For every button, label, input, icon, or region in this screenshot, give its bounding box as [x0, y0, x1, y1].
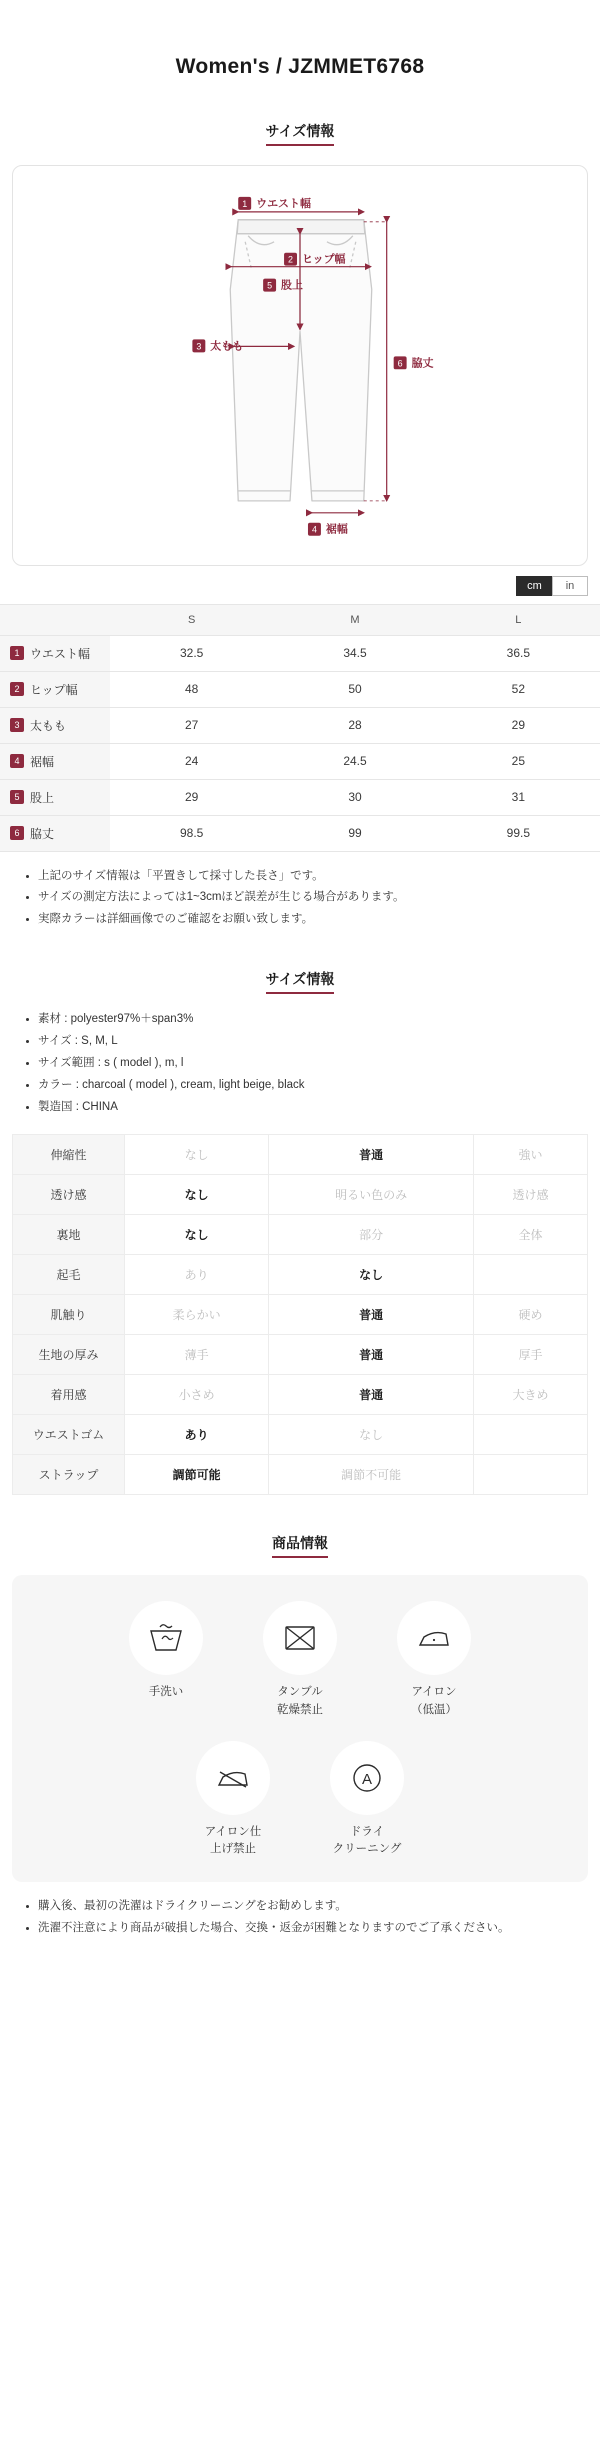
care-label-no-iron-finish: アイロン仕 上げ禁止: [204, 1825, 262, 1856]
care-item-no-tumble-dry: [246, 1601, 354, 1719]
prop-name-napping: 起毛: [13, 1255, 125, 1295]
svg-text:A: A: [361, 1770, 373, 1788]
prop-opt-touch-1: 普通: [269, 1295, 474, 1335]
list-item: サイズの測定方法によっては1~3cmほど誤差が生じる場合があります。: [26, 887, 580, 909]
prop-opt-strap-2: [474, 1455, 588, 1495]
prop-opt-napping-2: [474, 1255, 588, 1295]
svg-text:1: 1: [242, 198, 248, 209]
care-row-top: [22, 1601, 578, 1719]
prop-name-fit: 着用感: [13, 1375, 125, 1415]
size-cell-waist-s: 32.5: [110, 635, 273, 671]
prop-name-strap: ストラップ: [13, 1455, 125, 1495]
care-item-no-iron-finish: [179, 1741, 287, 1859]
size-table-header-blank: [0, 604, 110, 635]
prop-opt-thickness-2: 厚手: [474, 1335, 588, 1375]
prop-opt-waistband-0: あり: [125, 1415, 269, 1455]
prop-name-thickness: 生地の厚み: [13, 1335, 125, 1375]
no-tumble-dry-icon: [263, 1601, 337, 1675]
table-row: [0, 671, 600, 707]
svg-text:ヒップ幅: ヒップ幅: [301, 253, 346, 266]
size-notes-list: [26, 866, 580, 932]
prop-opt-thickness-0: 薄手: [125, 1335, 269, 1375]
size-cell-waist-l: 36.5: [437, 635, 600, 671]
size-table: [0, 604, 600, 852]
row-label-text: 太もも: [30, 718, 67, 733]
care-item-dry-clean: [313, 1741, 421, 1859]
dry-clean-icon: [330, 1741, 404, 1815]
size-cell-hem-l: 25: [437, 743, 600, 779]
care-label-dry-clean: ドライ クリーニング: [332, 1825, 402, 1856]
row-number-badge: 3: [10, 718, 24, 732]
product-section-heading-text: 商品情報: [272, 1535, 328, 1558]
size-row-label-outseam: [0, 815, 110, 851]
svg-text:6: 6: [397, 358, 403, 369]
svg-text:3: 3: [196, 341, 202, 352]
unit-cm-button[interactable]: cm: [516, 576, 552, 596]
row-label-text: 股上: [30, 790, 55, 805]
prop-opt-waistband-2: [474, 1415, 588, 1455]
table-row: [13, 1455, 588, 1495]
unit-toggle[interactable]: [12, 576, 588, 596]
care-label-hand-wash: 手洗い: [148, 1686, 184, 1699]
size-section-heading-text: サイズ情報: [266, 123, 335, 146]
row-number-badge: 4: [10, 754, 24, 768]
prop-opt-lining-1: 部分: [269, 1215, 474, 1255]
row-label-text: ウエスト幅: [30, 646, 91, 661]
svg-text:脇丈: 脇丈: [411, 357, 434, 370]
row-number-badge: 6: [10, 826, 24, 840]
prop-opt-fit-1: 普通: [269, 1375, 474, 1415]
care-item-hand-wash: [112, 1601, 220, 1719]
prop-name-lining: 裏地: [13, 1215, 125, 1255]
size-table-header-l: L: [437, 604, 600, 635]
svg-text:ウエスト幅: ウエスト幅: [256, 197, 311, 210]
list-item: 製造国 : CHINA: [26, 1097, 580, 1119]
prop-opt-fit-0: 小さめ: [125, 1375, 269, 1415]
size-cell-hem-m: 24.5: [273, 743, 436, 779]
size-row-label-hem: [0, 743, 110, 779]
prop-name-touch: 肌触り: [13, 1295, 125, 1335]
care-notes-list: [26, 1896, 580, 1940]
prop-opt-lining-2: 全体: [474, 1215, 588, 1255]
detail-section-heading: [0, 965, 600, 995]
size-cell-hip-m: 50: [273, 671, 436, 707]
size-cell-outseam-m: 99: [273, 815, 436, 851]
property-table: [12, 1134, 588, 1495]
size-cell-rise-l: 31: [437, 779, 600, 815]
size-cell-hip-l: 52: [437, 671, 600, 707]
svg-text:太もも: 太もも: [210, 340, 244, 353]
size-cell-hem-s: 24: [110, 743, 273, 779]
prop-opt-thickness-1: 普通: [269, 1335, 474, 1375]
unit-inch-button[interactable]: in: [552, 576, 588, 596]
table-row: [0, 635, 600, 671]
prop-opt-sheer-1: 明るい色のみ: [269, 1175, 474, 1215]
table-row: [0, 815, 600, 851]
prop-opt-sheer-2: 透け感: [474, 1175, 588, 1215]
list-item: 洗濯不注意により商品が破損した場合、交換・返金が困難となりますのでご了承ください。: [26, 1918, 580, 1940]
prop-name-stretch: 伸縮性: [13, 1135, 125, 1175]
row-number-badge: 5: [10, 790, 24, 804]
table-row: [13, 1255, 588, 1295]
row-number-badge: 2: [10, 682, 24, 696]
svg-text:股上: 股上: [281, 279, 303, 292]
page-title: Women's / JZMMET6768: [175, 55, 425, 78]
list-item: 実際カラーは詳細画像でのご確認をお願い致します。: [26, 909, 580, 931]
prop-opt-waistband-1: なし: [269, 1415, 474, 1455]
size-row-label-thigh: [0, 707, 110, 743]
care-symbols-panel: [12, 1575, 588, 1882]
size-cell-outseam-l: 99.5: [437, 815, 600, 851]
size-table-header-s: S: [110, 604, 273, 635]
row-label-text: 脇丈: [30, 826, 55, 841]
size-cell-thigh-m: 28: [273, 707, 436, 743]
size-cell-outseam-s: 98.5: [110, 815, 273, 851]
size-section-heading: [0, 117, 600, 147]
table-row: [13, 1415, 588, 1455]
list-item: サイズ範囲 : s ( model ), m, l: [26, 1053, 580, 1075]
prop-opt-touch-0: 柔らかい: [125, 1295, 269, 1335]
table-row: [13, 1335, 588, 1375]
svg-text:裾幅: 裾幅: [325, 523, 348, 536]
prop-name-waistband: ウエストゴム: [13, 1415, 125, 1455]
svg-text:2: 2: [288, 254, 294, 265]
size-cell-waist-m: 34.5: [273, 635, 436, 671]
list-item: 上記のサイズ情報は「平置きして採寸した長さ」です。: [26, 866, 580, 888]
list-item: 素材 : polyester97%＋span3%: [26, 1009, 580, 1031]
table-row: [0, 707, 600, 743]
detail-section-heading-text: サイズ情報: [266, 971, 335, 994]
care-row-bottom: [22, 1741, 578, 1859]
size-table-header-row: [0, 604, 600, 635]
row-number-badge: 1: [10, 646, 24, 660]
pants-measurement-diagram: [13, 172, 587, 561]
size-cell-hip-s: 48: [110, 671, 273, 707]
prop-opt-stretch-1: 普通: [269, 1135, 474, 1175]
table-row: [13, 1375, 588, 1415]
no-iron-finish-icon: [196, 1741, 270, 1815]
list-item: 購入後、最初の洗濯はドライクリーニングをお勧めします。: [26, 1896, 580, 1918]
hand-wash-icon: [129, 1601, 203, 1675]
size-row-label-waist: [0, 635, 110, 671]
product-section-heading: [0, 1529, 600, 1559]
prop-name-sheer: 透け感: [13, 1175, 125, 1215]
size-table-header-m: M: [273, 604, 436, 635]
iron-low-icon: [397, 1601, 471, 1675]
row-label-text: 裾幅: [30, 754, 55, 769]
svg-text:4: 4: [311, 524, 317, 535]
svg-text:5: 5: [267, 280, 273, 291]
care-item-iron-low: [380, 1601, 488, 1719]
table-row: [13, 1175, 588, 1215]
size-row-label-hip: [0, 671, 110, 707]
table-row: [13, 1135, 588, 1175]
care-label-iron-low: アイロン （低温）: [411, 1686, 457, 1716]
size-cell-rise-m: 30: [273, 779, 436, 815]
table-row: [13, 1295, 588, 1335]
prop-opt-strap-0: 調節可能: [125, 1455, 269, 1495]
prop-opt-lining-0: なし: [125, 1215, 269, 1255]
prop-opt-stretch-2: 強い: [474, 1135, 588, 1175]
prop-opt-napping-0: あり: [125, 1255, 269, 1295]
care-label-no-tumble-dry: タンブル 乾燥禁止: [277, 1686, 323, 1716]
size-row-label-rise: [0, 779, 110, 815]
prop-opt-touch-2: 硬め: [474, 1295, 588, 1335]
list-item: カラー : charcoal ( model ), cream, light beige, black: [26, 1075, 580, 1097]
size-cell-thigh-s: 27: [110, 707, 273, 743]
prop-opt-strap-1: 調節不可能: [269, 1455, 474, 1495]
table-row: [0, 779, 600, 815]
prop-opt-fit-2: 大きめ: [474, 1375, 588, 1415]
prop-opt-stretch-0: なし: [125, 1135, 269, 1175]
table-row: [13, 1215, 588, 1255]
prop-opt-napping-1: なし: [269, 1255, 474, 1295]
list-item: サイズ : S, M, L: [26, 1031, 580, 1053]
detail-notes-list: [26, 1009, 580, 1118]
row-label-text: ヒップ幅: [30, 682, 78, 697]
size-diagram-panel: [12, 165, 588, 566]
size-cell-thigh-l: 29: [437, 707, 600, 743]
prop-opt-sheer-0: なし: [125, 1175, 269, 1215]
size-cell-rise-s: 29: [110, 779, 273, 815]
table-row: [0, 743, 600, 779]
